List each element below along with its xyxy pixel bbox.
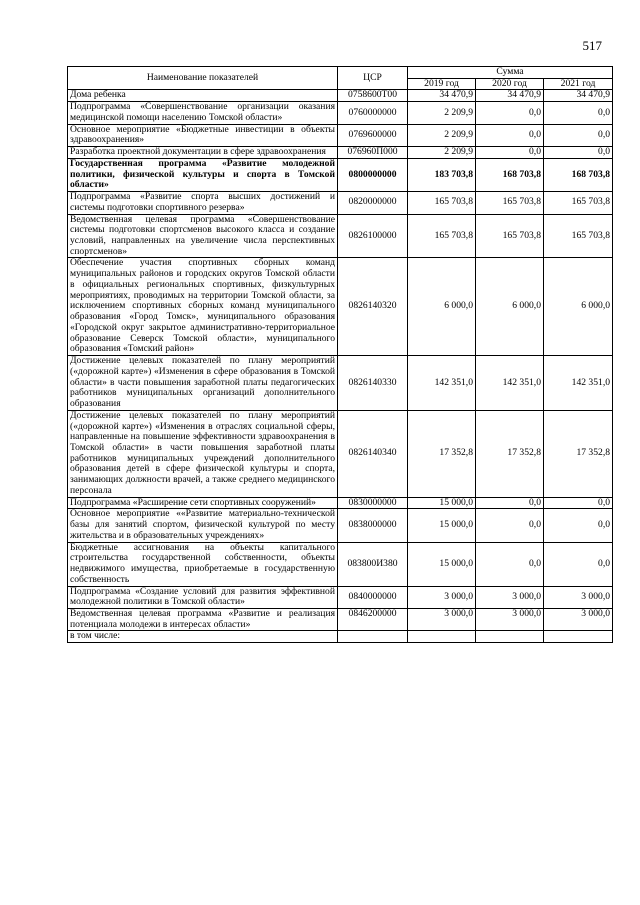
row-value-2020: 0,0 — [476, 124, 544, 146]
table-row — [68, 192, 613, 214]
row-value-2020 — [476, 631, 544, 643]
table-row — [68, 608, 613, 630]
row-name-cell: Достижение целевых показателей по плану мероприятий («дорожной карте») «Изменения в отраслях социальной сферы, направленные на повышение эффективности здравоохранения в Томской области» в части повышения заработной платы работников муниципальных учреждений дополнительного образования детей в сфере физической культуры и спорта, занимающих должности врачей, а также среднего медицинского персонала — [68, 410, 338, 497]
row-value-2021: 34 470,9 — [544, 90, 613, 102]
row-value-2021: 0,0 — [544, 542, 613, 586]
table-row — [68, 586, 613, 608]
table-row — [68, 102, 613, 124]
row-value-2020: 0,0 — [476, 102, 544, 124]
table-row — [68, 497, 613, 509]
row-value-2019: 2 209,9 — [408, 147, 476, 159]
row-value-2020: 3 000,0 — [476, 608, 544, 630]
row-name-cell: Подпрограмма «Расширение сети спортивных сооружений» — [68, 497, 338, 509]
row-value-2019: 15 000,0 — [408, 509, 476, 542]
table-row — [68, 90, 613, 102]
row-name-cell: Дома ребенка — [68, 90, 338, 102]
row-value-2021: 0,0 — [544, 509, 613, 542]
row-csr-cell: 0846200000 — [338, 608, 408, 630]
row-name-cell: Разработка проектной документации в сфере здравоохранения — [68, 147, 338, 159]
row-value-2020: 3 000,0 — [476, 586, 544, 608]
row-value-2021: 3 000,0 — [544, 608, 613, 630]
row-name-cell: Подпрограмма «Создание условий для развития эффективной молодежной политики в Томской области» — [68, 586, 338, 608]
row-csr-cell: 0820000000 — [338, 192, 408, 214]
table-row — [68, 258, 613, 356]
row-value-2020: 168 703,8 — [476, 158, 544, 191]
row-name-cell: Бюджетные ассигнования на объекты капитального строительства государственной собственности, объекты недвижимого имущества, приобретаемые в государственную собственность — [68, 542, 338, 586]
row-value-2021: 6 000,0 — [544, 258, 613, 356]
row-value-2020: 6 000,0 — [476, 258, 544, 356]
table-row — [68, 147, 613, 159]
row-name-cell: Подпрограмма «Совершенствование организации оказания медицинской помощи населению Томской области» — [68, 102, 338, 124]
row-name-cell: Основное мероприятие «Бюджетные инвестиции в объекты здравоохранения» — [68, 124, 338, 146]
table-body — [68, 90, 613, 643]
row-value-2021: 168 703,8 — [544, 158, 613, 191]
row-value-2019: 15 000,0 — [408, 542, 476, 586]
row-value-2020: 165 703,8 — [476, 192, 544, 214]
row-csr-cell: 0830000000 — [338, 497, 408, 509]
row-value-2021: 0,0 — [544, 147, 613, 159]
header-year-2020: 2020 год — [476, 78, 544, 90]
row-csr-cell: 0826100000 — [338, 214, 408, 258]
row-csr-cell: 0769600000 — [338, 124, 408, 146]
row-name-cell: в том числе: — [68, 631, 338, 643]
header-name: Наименование показателей — [68, 67, 338, 90]
row-csr-cell: 0838000000 — [338, 509, 408, 542]
row-value-2021 — [544, 631, 613, 643]
table-row — [68, 158, 613, 191]
row-csr-cell: 0826140340 — [338, 410, 408, 497]
row-value-2021: 165 703,8 — [544, 192, 613, 214]
table-row — [68, 356, 613, 411]
row-csr-cell — [338, 631, 408, 643]
row-value-2019: 3 000,0 — [408, 586, 476, 608]
row-name-cell: Ведомственная целевая программа «Развитие и реализация потенциала молодежи в интересах области» — [68, 608, 338, 630]
row-value-2020: 0,0 — [476, 147, 544, 159]
row-value-2019: 17 352,8 — [408, 410, 476, 497]
row-name-cell: Подпрограмма «Развитие спорта высших достижений и системы подготовки спортивного резерва» — [68, 192, 338, 214]
row-csr-cell: 083800И380 — [338, 542, 408, 586]
row-value-2020: 17 352,8 — [476, 410, 544, 497]
row-value-2019: 142 351,0 — [408, 356, 476, 411]
row-name-cell: Ведомственная целевая программа «Совершенствование системы подготовки спортсменов высокого класса и создание условий, направленных на увеличение числа перспективных спортсменов» — [68, 214, 338, 258]
row-value-2021: 3 000,0 — [544, 586, 613, 608]
row-csr-cell: 0826140330 — [338, 356, 408, 411]
table-row — [68, 124, 613, 146]
row-value-2021: 142 351,0 — [544, 356, 613, 411]
row-value-2019: 165 703,8 — [408, 214, 476, 258]
row-csr-cell: 0760000000 — [338, 102, 408, 124]
row-value-2021: 0,0 — [544, 497, 613, 509]
header-year-2021: 2021 год — [544, 78, 613, 90]
row-value-2020: 34 470,9 — [476, 90, 544, 102]
row-csr-cell: 0758600Т00 — [338, 90, 408, 102]
row-value-2019 — [408, 631, 476, 643]
header-row — [68, 67, 613, 79]
row-value-2019: 2 209,9 — [408, 102, 476, 124]
row-value-2019: 15 000,0 — [408, 497, 476, 509]
row-value-2020: 0,0 — [476, 497, 544, 509]
row-value-2021: 0,0 — [544, 102, 613, 124]
table-row — [68, 631, 613, 643]
row-name-cell: Обеспечение участия спортивных сборных команд муниципальных районов и городских округов Томской области в официальных региональных спортивных, физкультурных мероприятиях, проводимых на территории Томской области, за исключением спортивных сборных команд муниципального образования «Город Томск», муниципального образования «Городской округ закрытое административно-территориальное образование Северск Томской области», муниципального образования «Томский район» — [68, 258, 338, 356]
table-row — [68, 509, 613, 542]
row-value-2020: 165 703,8 — [476, 214, 544, 258]
page-number: 517 — [582, 38, 602, 53]
row-csr-cell: 0840000000 — [338, 586, 408, 608]
row-value-2021: 17 352,8 — [544, 410, 613, 497]
row-value-2019: 3 000,0 — [408, 608, 476, 630]
row-csr-cell: 0800000000 — [338, 158, 408, 191]
row-name-cell: Государственная программа «Развитие молодежной политики, физической культуры и спорта в Томской области» — [68, 158, 338, 191]
row-value-2019: 183 703,8 — [408, 158, 476, 191]
row-value-2020: 0,0 — [476, 509, 544, 542]
row-value-2020: 142 351,0 — [476, 356, 544, 411]
header-year-2019: 2019 год — [408, 78, 476, 90]
row-value-2019: 165 703,8 — [408, 192, 476, 214]
header-sum: Сумма — [408, 67, 613, 79]
row-name-cell: Основное мероприятие ««Развитие материально-технической базы для занятий спортом, физической культурой по месту жительства и в образовательных учреждениях» — [68, 509, 338, 542]
row-name-cell: Достижение целевых показателей по плану мероприятий («дорожной карте») «Изменения в сфере образования в Томской области» в части повышения заработной платы педагогических работников муниципальных организаций дополнительного образования — [68, 356, 338, 411]
table-row — [68, 214, 613, 258]
budget-table — [67, 66, 613, 643]
header-csr: ЦСР — [338, 67, 408, 90]
table-row — [68, 542, 613, 586]
row-value-2019: 6 000,0 — [408, 258, 476, 356]
row-value-2020: 0,0 — [476, 542, 544, 586]
row-value-2021: 165 703,8 — [544, 214, 613, 258]
row-csr-cell: 0826140320 — [338, 258, 408, 356]
table-row — [68, 410, 613, 497]
row-value-2019: 2 209,9 — [408, 124, 476, 146]
row-csr-cell: 076960П000 — [338, 147, 408, 159]
row-value-2019: 34 470,9 — [408, 90, 476, 102]
row-value-2021: 0,0 — [544, 124, 613, 146]
